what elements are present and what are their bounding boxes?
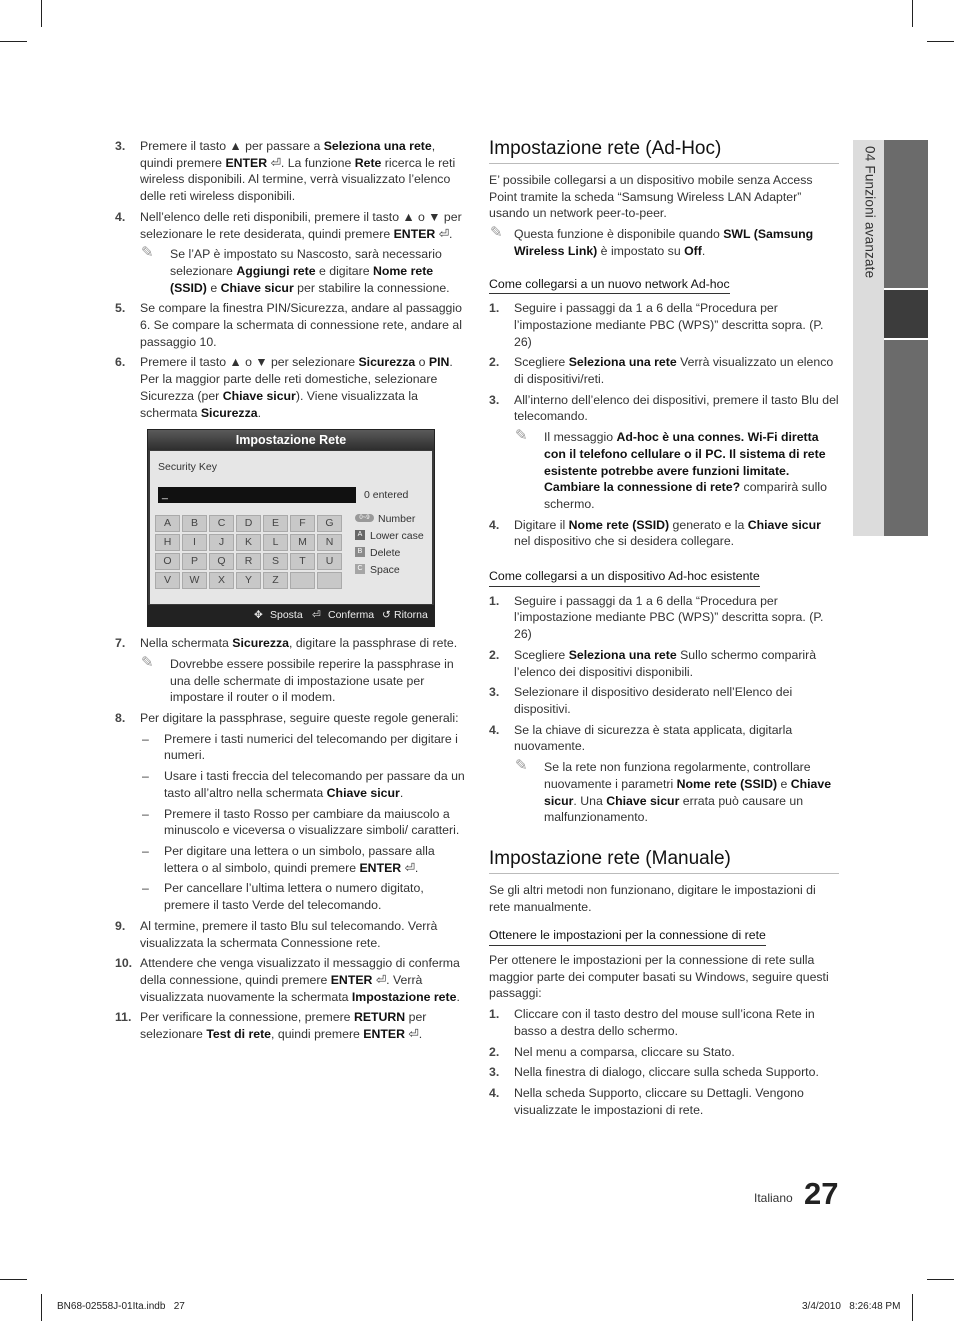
enter-key-icon: ⏎ xyxy=(438,226,450,241)
bold-text: Nome rete (SSID) xyxy=(568,517,670,532)
text: . xyxy=(399,785,404,800)
security-key-input[interactable]: _ xyxy=(158,487,356,503)
number-badge-icon: 0~9 xyxy=(355,514,374,522)
bold-text: Sicurezza xyxy=(358,355,416,370)
step-4 xyxy=(489,722,839,826)
text: Nel menu a comparsa, cliccare su Stato. xyxy=(514,1044,735,1059)
chapter-tab-dark xyxy=(884,140,928,288)
bold-text: Seleziona una rete xyxy=(568,355,677,370)
step-number: 8. xyxy=(115,711,126,726)
bold-text: Chiave sicur xyxy=(606,793,680,808)
enter-label: ENTER xyxy=(225,155,268,170)
rule-item xyxy=(139,806,467,839)
pencil-note-icon: ✎ xyxy=(515,757,528,775)
subheading: Ottenere le impostazioni per la connessione di rete xyxy=(489,927,766,946)
enter-key-icon: ⏎ xyxy=(375,972,387,987)
step-number: 1. xyxy=(489,301,500,316)
keyboard-key[interactable]: R xyxy=(236,553,261,570)
keyboard-key[interactable]: W xyxy=(182,572,207,589)
keyboard-key[interactable]: T xyxy=(290,553,315,570)
c-button-icon: C xyxy=(355,564,365,574)
paragraph: Per ottenere le impostazioni per la connessione di rete sulla maggior parte dei computer basati su Windows, seguire questi passaggi: xyxy=(489,953,829,1001)
step-8 xyxy=(115,710,467,727)
text: Questa funzione è disponibile quando xyxy=(514,227,724,242)
dash-marker: – xyxy=(142,731,149,746)
legend-number xyxy=(354,512,424,529)
footer-filename: BN68-02558J-01Ita.indb 27 xyxy=(57,1301,185,1312)
keyboard-key[interactable]: A xyxy=(155,515,180,532)
pencil-note-icon: ✎ xyxy=(490,224,503,242)
keyboard-key[interactable]: V xyxy=(155,572,180,589)
text: Nella scheda Supporto, cliccare su Dettagli. Vengono visualizzate le impostazioni di rete. xyxy=(514,1085,804,1117)
step-2 xyxy=(489,354,839,387)
legend-delete xyxy=(354,546,424,563)
text: . Una xyxy=(573,793,607,808)
text: ). Viene visualizzata la schermata xyxy=(140,388,418,420)
keyboard-key[interactable]: U xyxy=(317,553,342,570)
bold-text: Chiave sicur xyxy=(220,280,294,295)
legend-lower-case xyxy=(354,529,424,546)
step-1 xyxy=(489,593,839,643)
bold-text: Sicurezza xyxy=(232,636,289,651)
note xyxy=(514,759,839,826)
text: , digitare la passphrase di rete. xyxy=(289,636,458,651)
enter-label: ENTER xyxy=(363,1027,405,1042)
confirm-hint: Conferma xyxy=(328,609,375,622)
step-11 xyxy=(115,1009,467,1042)
text: . Per la maggior parte delle reti domestiche, selezionare Sicurezza (per xyxy=(140,355,453,403)
chapter-number: 04 xyxy=(862,146,878,162)
step-number: 2. xyxy=(489,647,500,662)
text: generato e la xyxy=(669,517,748,532)
text: Usare i tasti freccia del telecomando per passare da un tasto all’altro nella schermata xyxy=(164,769,465,800)
crop-mark xyxy=(912,1294,913,1321)
text: . xyxy=(456,989,460,1004)
network-setup-screen xyxy=(147,429,435,627)
dash-marker: – xyxy=(142,769,149,784)
note xyxy=(140,246,467,296)
screen-title: Impostazione Rete xyxy=(148,430,434,450)
bold-text: Nome rete (SSID) xyxy=(676,776,778,791)
keyboard-key[interactable]: O xyxy=(155,553,180,570)
text: Premere il tasto ▲ o ▼ per selezionare xyxy=(140,355,359,370)
text: , quindi premere xyxy=(271,1027,364,1042)
bold-text: Seleziona una rete xyxy=(323,139,432,153)
text: . xyxy=(449,226,453,241)
keyboard-key[interactable]: I xyxy=(182,534,207,551)
text: ricerca le reti wireless disponibili. Al termine, verrà visualizzato l’elenco delle reti wireless disponibili. xyxy=(140,155,456,204)
step-6 xyxy=(115,354,467,421)
keyboard-key[interactable]: F xyxy=(290,515,315,532)
screen-footer xyxy=(148,605,434,626)
step-number: 3. xyxy=(489,1065,500,1080)
step-7 xyxy=(115,635,467,706)
text: Nella schermata xyxy=(140,636,233,651)
step-number: 5. xyxy=(115,301,126,316)
bold-text: Chiave sicur xyxy=(747,517,821,532)
section-title-manual: Impostazione rete (Manuale) xyxy=(489,848,839,874)
bold-text: Nome rete (SSID) xyxy=(170,263,434,295)
bold-text: Rete xyxy=(354,155,382,170)
enter-label: ENTER xyxy=(330,972,373,987)
text: Per digitare la passphrase, seguire queste regole generali: xyxy=(140,711,459,726)
step-number: 2. xyxy=(489,355,500,370)
text: e xyxy=(777,776,791,791)
legend-text: Space xyxy=(370,564,400,577)
text: Attendere che venga visualizzato il messaggio di conferma della connessione, quindi premere xyxy=(140,956,460,987)
text: Premere i tasti numerici del telecomando per digitare i numeri. xyxy=(164,731,458,763)
text: Il messaggio xyxy=(544,430,617,445)
a-button-icon: A xyxy=(355,530,365,540)
keyboard-key[interactable]: K xyxy=(236,534,261,551)
four-way-arrow-icon: ✥ xyxy=(254,609,263,622)
enter-key-icon: ⏎ xyxy=(312,609,321,622)
text: nel dispositivo che si desidera collegare. xyxy=(514,534,735,549)
crop-mark xyxy=(0,41,27,42)
text: Seguire i passaggi da 1 a 6 della “Procedura per l’impostazione mediante PBC (WPS)” descritta sopra. (P. 26) xyxy=(514,593,824,642)
b-button-icon: B xyxy=(355,547,365,557)
text: Verrà visualizzato un elenco di dispositivi/reti. xyxy=(514,355,834,387)
return-arrow-icon: ↺ xyxy=(382,609,391,622)
keyboard-key[interactable]: Y xyxy=(236,572,261,589)
security-key-label: Security Key xyxy=(158,461,217,474)
text: Se la rete non funziona regolarmente, controllare nuovamente i parametri xyxy=(544,760,811,791)
step-number: 4. xyxy=(489,517,500,532)
bold-text: Aggiungi rete xyxy=(236,263,316,278)
step-3 xyxy=(489,1064,839,1081)
keyboard-key[interactable] xyxy=(317,572,342,589)
step-9 xyxy=(115,918,467,951)
keyboard-key[interactable]: Z xyxy=(263,572,288,589)
keyboard-key[interactable]: P xyxy=(182,553,207,570)
text: Seguire i passaggi da 1 a 6 della “Procedura per l’impostazione mediante PBC (WPS)” descritta sopra. (P. 26) xyxy=(514,301,824,349)
rule-item xyxy=(139,880,467,913)
text: Al termine, premere il tasto Blu sul telecomando. Verrà visualizzata la schermata Connessione rete. xyxy=(140,918,438,950)
text: Premere il tasto ▲ per passare a xyxy=(140,139,324,153)
step-number: 10. xyxy=(115,956,133,971)
bold-text: Impostazione rete xyxy=(351,989,457,1004)
paragraph: Se gli altri metodi non funzionano, digitare le impostazioni di rete manualmente. xyxy=(489,882,816,914)
chapter-title: Funzioni avanzate xyxy=(862,165,878,279)
text: . xyxy=(414,860,419,875)
bold-text: Seleziona una rete xyxy=(568,647,677,662)
text: . La funzione xyxy=(280,155,355,170)
text: . xyxy=(701,243,706,258)
keyboard-key[interactable]: G xyxy=(317,515,342,532)
text: . Verrà visualizzata nuovamente la schermata xyxy=(140,972,423,1004)
bold-text: Test di rete xyxy=(206,1027,272,1042)
keyboard-key[interactable]: J xyxy=(209,534,234,551)
enter-key-icon: ⏎ xyxy=(404,860,415,875)
text: Nell’elenco delle reti disponibili, premere il tasto ▲ o ▼ per selezionare le rete desiderata, quindi premere xyxy=(140,209,462,241)
left-column xyxy=(115,138,467,1047)
subheading: Come collegarsi a un dispositivo Ad-hoc esistente xyxy=(489,568,760,587)
chapter-tab-dark xyxy=(884,340,928,536)
dash-marker: – xyxy=(142,843,149,858)
legend-text: Delete xyxy=(370,547,401,560)
text: Se l’AP è impostato su Nascosto, sarà necessario selezionare xyxy=(170,247,442,278)
text: è impostato su xyxy=(597,243,685,258)
dash-marker: – xyxy=(142,881,149,896)
entered-count: 0 entered xyxy=(364,489,409,502)
bold-text: PIN xyxy=(428,355,450,370)
text: Per verificare la connessione, premere xyxy=(140,1010,354,1025)
step-number: 3. xyxy=(115,139,126,153)
rule-item xyxy=(139,843,467,876)
crop-mark xyxy=(912,0,913,27)
text: Sullo schermo comparirà l’elenco dei dispositivi disponibili. xyxy=(514,647,817,679)
legend-text: Number xyxy=(378,513,416,526)
step-1 xyxy=(489,1006,839,1039)
keyboard-key[interactable]: S xyxy=(263,553,288,570)
step-4 xyxy=(115,209,467,297)
step-number: 4. xyxy=(115,209,126,224)
step-3 xyxy=(489,392,839,513)
step-4 xyxy=(489,1085,839,1118)
paragraph: E’ possibile collegarsi a un dispositivo mobile senza Access Point tramite la scheda “Samsung Wireless LAN Adapter” usando un network peer-to-peer. xyxy=(489,173,813,221)
text: Digitare il xyxy=(514,517,569,532)
text: Scegliere xyxy=(514,647,569,662)
step-number: 1. xyxy=(489,593,500,608)
text: Se la chiave di sicurezza è stata applicata, digitarla nuovamente. xyxy=(514,722,793,754)
step-number: 3. xyxy=(489,685,500,700)
text: o xyxy=(415,355,429,370)
step-number: 9. xyxy=(115,918,126,933)
enter-label: ENTER xyxy=(359,860,402,875)
bold-text: Off xyxy=(684,243,702,258)
enter-key-icon: ⏎ xyxy=(270,155,281,170)
text: . xyxy=(257,405,261,420)
keyboard-key[interactable]: M xyxy=(290,534,315,551)
step-2 xyxy=(489,647,839,680)
text: Per digitare una lettera o un simbolo, passare alla lettera o al simbolo, quindi premere xyxy=(164,843,435,875)
step-number: 1. xyxy=(489,1007,500,1022)
keyboard-key[interactable]: N xyxy=(317,534,342,551)
chapter-label xyxy=(861,146,878,278)
bold-text: SWL (Samsung Wireless Link) xyxy=(514,227,814,258)
keyboard-key[interactable]: E xyxy=(263,515,288,532)
step-5 xyxy=(115,300,467,350)
pencil-note-icon: ✎ xyxy=(515,427,528,445)
note xyxy=(514,429,839,513)
enter-key-icon: ⏎ xyxy=(408,1027,419,1042)
footer-datetime: 3/4/2010 8:26:48 PM xyxy=(802,1301,901,1312)
legend-text: Lower case xyxy=(370,530,424,543)
step-number: 4. xyxy=(489,722,500,737)
text: . xyxy=(418,1027,423,1042)
page-number: 27 xyxy=(804,1176,839,1211)
keyboard-key[interactable]: X xyxy=(209,572,234,589)
chapter-tab-active xyxy=(884,290,928,338)
crop-mark xyxy=(41,1294,42,1321)
keyboard-key[interactable]: H xyxy=(155,534,180,551)
rule-item xyxy=(139,768,467,801)
crop-mark xyxy=(927,1279,954,1280)
pencil-note-icon: ✎ xyxy=(141,653,154,671)
subheading: Come collegarsi a un nuovo network Ad-hoc xyxy=(489,276,730,295)
pencil-note-icon: ✎ xyxy=(141,244,154,262)
text: Premere il tasto Rosso per cambiare da maiuscolo a minuscolo e viceversa o visualizzare simboli/ caratteri. xyxy=(164,806,460,838)
crop-mark xyxy=(0,1279,27,1280)
bold-text: Chiave sicur xyxy=(544,776,832,808)
rule-item xyxy=(139,731,467,764)
step-number: 7. xyxy=(115,636,126,651)
right-column xyxy=(489,138,839,1122)
keyboard-key[interactable]: Q xyxy=(209,553,234,570)
bold-text: RETURN xyxy=(353,1010,406,1025)
move-hint: Sposta xyxy=(270,609,303,622)
step-3 xyxy=(489,684,839,717)
enter-label: ENTER xyxy=(393,226,436,241)
color-key-legend xyxy=(354,512,424,580)
step-number: 3. xyxy=(489,392,500,407)
step-3 xyxy=(115,138,467,205)
chapter-side-tab xyxy=(853,140,928,536)
text: All’interno dell’elenco dei dispositivi, premere il tasto Blu del telecomando. xyxy=(514,392,839,424)
screen-panel xyxy=(150,451,432,604)
text: per stabilire la connessione. xyxy=(293,280,450,295)
keyboard-key[interactable]: L xyxy=(263,534,288,551)
bold-text: Chiave sicur xyxy=(222,388,296,403)
text: e xyxy=(206,280,221,295)
keyboard-key[interactable]: D xyxy=(236,515,261,532)
bold-text: Chiave sicur xyxy=(326,785,400,800)
note xyxy=(140,653,467,706)
dash-marker: – xyxy=(142,806,149,821)
return-hint: Ritorna xyxy=(394,609,428,622)
text: per selezionare xyxy=(140,1010,427,1042)
text: errata può causare un malfunzionamento. xyxy=(544,793,804,825)
text: comparirà sullo schermo. xyxy=(544,480,827,511)
text: Se compare la finestra PIN/Sicurezza, andare al passaggio 6. Se compare la schermata di connessione rete, andare al passaggio 10. xyxy=(140,301,462,349)
text: Scegliere xyxy=(514,355,569,370)
text: Cliccare con il tasto destro del mouse sull’icona Rete in basso a destra dello schermo. xyxy=(514,1007,815,1038)
step-10 xyxy=(115,955,467,1005)
text: Nella finestra di dialogo, cliccare sulla scheda Supporto. xyxy=(514,1065,819,1080)
step-number: 11. xyxy=(115,1010,132,1025)
step-number: 6. xyxy=(115,355,126,370)
keyboard-grid xyxy=(155,515,342,589)
step-1 xyxy=(489,300,839,350)
step-number: 4. xyxy=(489,1085,500,1100)
bold-text: Sicurezza xyxy=(200,405,258,420)
step-4 xyxy=(489,517,839,550)
keyboard-key[interactable] xyxy=(290,572,315,589)
section-title-adhoc: Impostazione rete (Ad-Hoc) xyxy=(489,138,839,164)
text: Per cancellare l’ultima lettera o numero digitato, premere il tasto Verde del telecomando. xyxy=(164,881,424,913)
bold-text: Ad-hoc è una connes. Wi-Fi diretta con il telefono cellulare o il PC. Il sistema di rete esistente potrebbe avere funzioni limitate. Cambiare la connessione di rete? xyxy=(544,430,826,495)
crop-mark xyxy=(41,0,42,27)
note xyxy=(489,226,839,259)
chapter-tab-light xyxy=(853,140,884,536)
legend-space xyxy=(354,563,424,580)
keyboard-key[interactable]: C xyxy=(209,515,234,532)
text: Selezionare il dispositivo desiderato nell’Elenco dei dispositivi. xyxy=(514,685,793,716)
keyboard-key[interactable]: B xyxy=(182,515,207,532)
crop-mark xyxy=(927,41,954,42)
page-language: Italiano xyxy=(754,1191,793,1205)
step-number: 2. xyxy=(489,1044,500,1059)
text: Dovrebbe essere possibile reperire la passphrase in una delle schermate di impostazione usate per impostare il router o il modem. xyxy=(170,656,454,705)
text: e digitare xyxy=(315,263,373,278)
text: , quindi premere xyxy=(140,139,436,170)
step-2 xyxy=(489,1044,839,1061)
